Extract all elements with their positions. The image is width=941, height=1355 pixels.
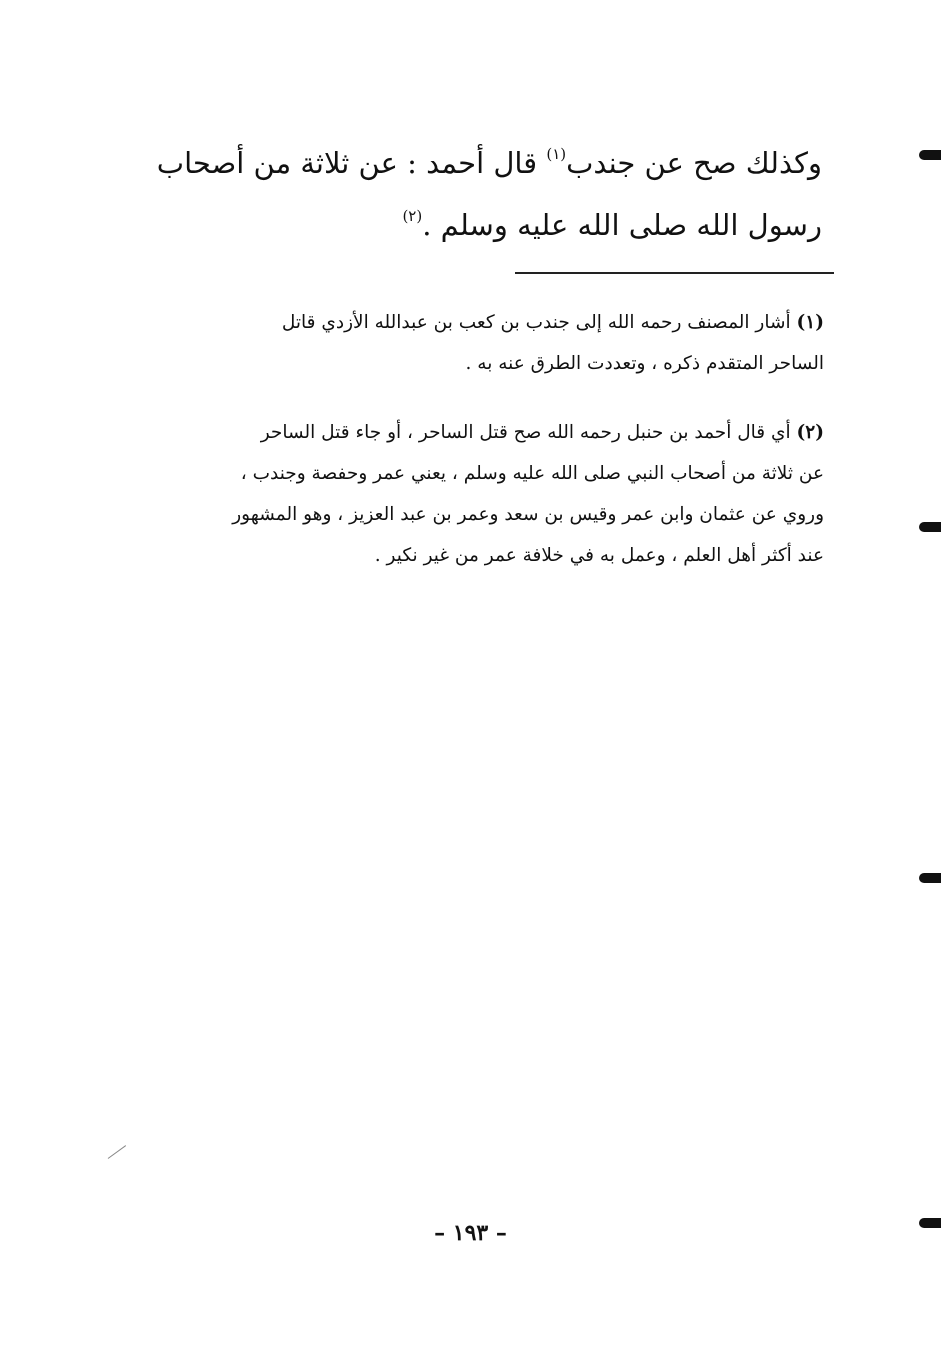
scan-stray-mark — [108, 1145, 126, 1159]
scan-edge-mark — [919, 150, 941, 160]
main-paragraph — [108, 132, 822, 256]
footnote-2 — [108, 412, 824, 576]
main-line-2 — [108, 194, 822, 256]
footnote-2-line-2: عن ثلاثة من أصحاب النبي صلى الله عليه وسلم ، يعني عمر وحفصة وجندب ، — [240, 463, 824, 484]
main-line-2-text: رسول الله صلى الله عليه وسلم . — [422, 208, 822, 242]
scan-edge-mark — [919, 522, 941, 532]
footnote-2-line-3: وروي عن عثمان وابن عمر وقيس بن سعد وعمر بن عبد العزيز ، وهو المشهور — [232, 504, 824, 525]
scan-edge-mark — [919, 873, 941, 883]
footnote-2-line-4: عند أكثر أهل العلم ، وعمل به في خلافة عمر من غير نكير . — [374, 545, 824, 566]
footnote-2-line-1-text: أي قال أحمد بن حنبل رحمه الله صح قتل الساحر ، أو جاء قتل الساحر — [260, 422, 797, 443]
footnote-ref-2: (٢) — [402, 207, 423, 225]
footnote-separator-rule — [515, 272, 834, 274]
footnote-ref-1: (١) — [546, 145, 567, 163]
scan-edge-mark — [919, 1218, 941, 1228]
footnote-2-line-1 — [108, 412, 824, 453]
page-number: – ١٩٣ – — [434, 1220, 507, 1246]
main-line-1-text-a: وكذلك صح عن جندب — [566, 146, 822, 180]
footnote-1 — [108, 302, 824, 384]
footnote-1-line-2: الساحر المتقدم ذكره ، وتعددت الطرق عنه به . — [465, 353, 824, 374]
footnote-2-marker: (٢) — [796, 422, 824, 443]
footnote-1-marker: (١) — [796, 312, 824, 333]
main-line-1 — [108, 132, 822, 194]
footnote-1-line-1-text: أشار المصنف رحمه الله إلى جندب بن كعب بن عبدالله الأزدي قاتل — [281, 312, 797, 333]
main-line-1-text-b: قال أحمد : عن ثلاثة من أصحاب — [156, 146, 547, 180]
footnote-1-line-1 — [108, 302, 824, 343]
